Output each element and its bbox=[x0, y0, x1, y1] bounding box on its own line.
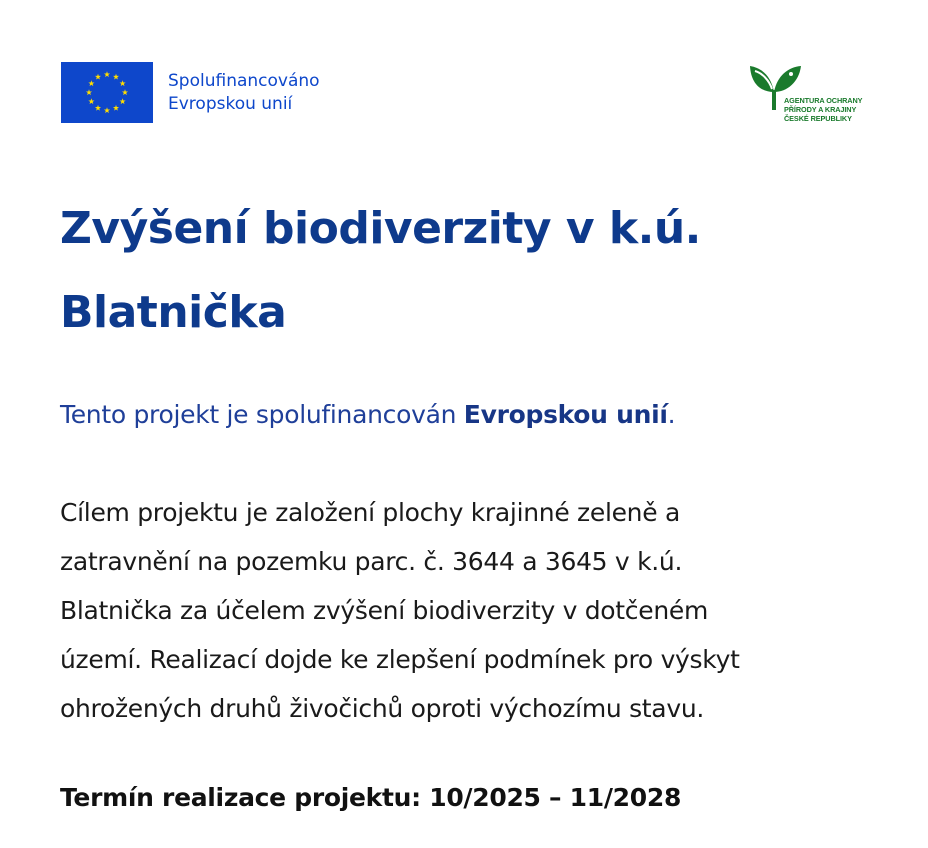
cofinancing-statement bbox=[60, 395, 675, 435]
aopk-logo-line3: ČESKÉ REPUBLIKY bbox=[784, 114, 852, 123]
cofinancing-statement-suffix: . bbox=[667, 400, 676, 429]
project-description-line: Cílem projektu je založení plochy krajinné zeleně a bbox=[60, 498, 680, 527]
eu-cofinanced-logo bbox=[61, 62, 320, 123]
project-description-line: ohrožených druhů živočichů oproti výchozímu stavu. bbox=[60, 694, 705, 723]
eu-flag-icon bbox=[61, 62, 153, 123]
cofinancing-statement-emphasis: Evropskou unií bbox=[463, 400, 668, 429]
project-term: Termín realizace projektu: 10/2025 – 11/2028 bbox=[60, 783, 682, 812]
project-description bbox=[60, 488, 880, 733]
project-description-line: území. Realizací dojde ke zlepšení podmínek pro výskyt bbox=[60, 645, 740, 674]
page-title-line1: Zvýšení biodiverzity v k.ú. bbox=[60, 203, 701, 254]
page-title bbox=[60, 187, 880, 355]
eu-logo-line1: Spolufinancováno bbox=[168, 70, 320, 91]
aopk-logo-line1: AGENTURA OCHRANY bbox=[784, 96, 863, 105]
aopk-logo-text bbox=[784, 96, 862, 123]
project-description-line: zatravnění na pozemku parc. č. 3644 a 3645 v k.ú. bbox=[60, 547, 683, 576]
page-title-line2: Blatnička bbox=[60, 287, 287, 338]
cofinancing-statement-prefix: Tento projekt je spolufinancován bbox=[60, 400, 464, 429]
eu-logo-line2: Evropskou unií bbox=[168, 93, 293, 114]
aopk-logo-line2: PŘÍRODY A KRAJINY bbox=[784, 105, 857, 114]
eu-logo-text bbox=[168, 70, 320, 116]
aopk-logo bbox=[747, 62, 867, 128]
project-description-line: Blatnička za účelem zvýšení biodiverzity v dotčeném bbox=[60, 596, 709, 625]
